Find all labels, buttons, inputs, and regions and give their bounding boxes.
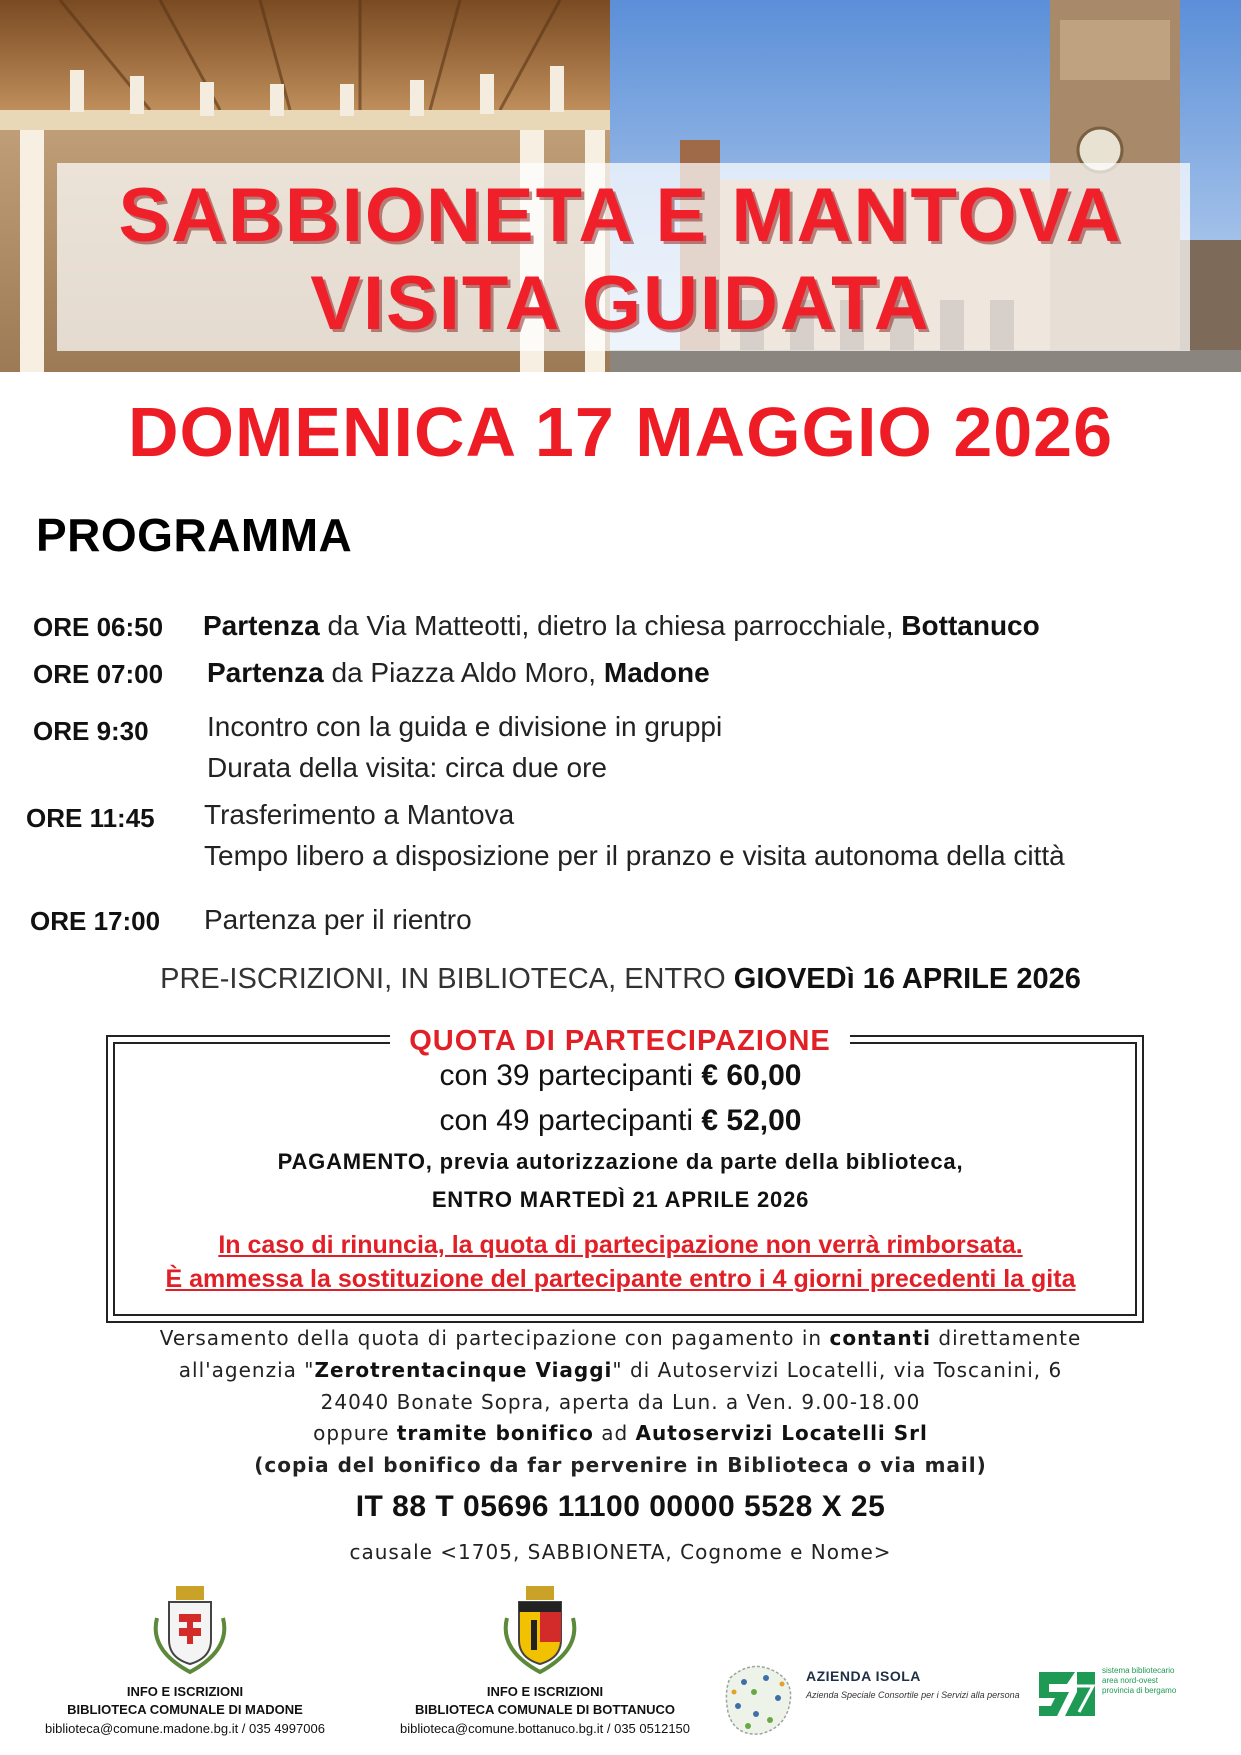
- schedule-description: Partenza per il rientro: [204, 904, 472, 935]
- price-39-participants: con 39 partecipanti € 60,00: [439, 1059, 802, 1092]
- event-date: DOMENICA 17 MAGGIO 2026: [127, 393, 1114, 471]
- payment-condition: PAGAMENTO, previa autorizzazione da parte della biblioteca,: [277, 1149, 964, 1174]
- schedule-description: Durata della visita: circa due ore: [207, 752, 607, 783]
- pre-registration-notice: PRE-ISCRIZIONI, IN BIBLIOTECA, ENTRO GIOVEDì 16 APRILE 2026: [160, 963, 1081, 995]
- schedule-time: ORE 07:00: [33, 659, 164, 689]
- payment-note-line: Versamento della quota di partecipazione con pagamento in contanti direttamente: [159, 1326, 1082, 1350]
- azienda-isola-subtitle: Azienda Speciale Consortile per i Servizi alla persona: [806, 1690, 1020, 1700]
- madone-coat-of-arms-icon: [143, 1580, 237, 1676]
- bottanuco-library-name: BIBLIOTECA COMUNALE DI BOTTANUCO: [415, 1702, 675, 1717]
- main-title: SABBIONETA E MANTOVA: [118, 173, 1123, 258]
- schedule-description: Tempo libero a disposizione per il pranzo e visita autonoma della città: [204, 840, 1065, 871]
- payment-note-line: 24040 Bonate Sopra, aperta da Lun. a Ven. 9.00-18.00: [320, 1390, 921, 1414]
- schedule-description: Partenza da Piazza Aldo Moro, Madone: [207, 657, 710, 688]
- programma-heading: PROGRAMMA: [36, 509, 353, 561]
- azienda-isola-map-icon: [720, 1658, 800, 1740]
- schedule-time: ORE 9:30: [33, 716, 149, 746]
- quota-title: QUOTA DI PARTECIPAZIONE: [390, 1025, 850, 1058]
- iban-code: IT 88 T 05696 11100 00000 5528 X 25: [355, 1490, 886, 1523]
- bottanuco-coat-of-arms-icon: [493, 1580, 587, 1676]
- cancellation-warning: In caso di rinuncia, la quota di partecipazione non verrà rimborsata.: [218, 1231, 1023, 1259]
- azienda-isola-name: AZIENDA ISOLA: [806, 1668, 921, 1684]
- madone-contact: biblioteca@comune.madone.bg.it / 035 4997006: [45, 1721, 325, 1736]
- bottanuco-info-label: INFO E ISCRIZIONI: [486, 1684, 604, 1699]
- schedule-time: ORE 11:45: [26, 803, 155, 833]
- schedule-time: ORE 06:50: [33, 612, 164, 642]
- sb-logo-icon: [1035, 1662, 1099, 1726]
- schedule-description: Trasferimento a Mantova: [204, 799, 515, 830]
- schedule-description: Partenza da Via Matteotti, dietro la chiesa parrocchiale, Bottanuco: [203, 610, 1040, 641]
- substitution-warning: È ammessa la sostituzione del partecipante entro i 4 giorni precedenti la gita: [165, 1265, 1076, 1293]
- payment-causale: causale <1705, SABBIONETA, Cognome e Nome>: [349, 1540, 892, 1564]
- schedule-description: Incontro con la guida e divisione in gruppi: [207, 711, 723, 742]
- schedule-time: ORE 17:00: [30, 906, 161, 936]
- payment-note-line: (copia del bonifico da far pervenire in Biblioteca o via mail): [254, 1453, 987, 1477]
- main-subtitle: VISITA GUIDATA: [310, 261, 931, 346]
- payment-note-line: oppure tramite bonifico ad Autoservizi Locatelli Srl: [313, 1421, 928, 1445]
- payment-note-line: all'agenzia "Zerotrentacinque Viaggi" di Autoservizi Locatelli, via Toscanini, 6: [178, 1358, 1063, 1382]
- bottanuco-contact: biblioteca@comune.bottanuco.bg.it / 035 0512150: [399, 1721, 691, 1736]
- sb-label: sistema bibliotecario area nord-ovest provincia di bergamo: [1102, 1666, 1177, 1695]
- madone-library-name: BIBLIOTECA COMUNALE DI MADONE: [67, 1702, 303, 1717]
- payment-deadline: ENTRO MARTEDÌ 21 APRILE 2026: [431, 1187, 810, 1212]
- price-49-participants: con 49 partecipanti € 52,00: [439, 1104, 802, 1137]
- madone-info-label: INFO E ISCRIZIONI: [126, 1684, 244, 1699]
